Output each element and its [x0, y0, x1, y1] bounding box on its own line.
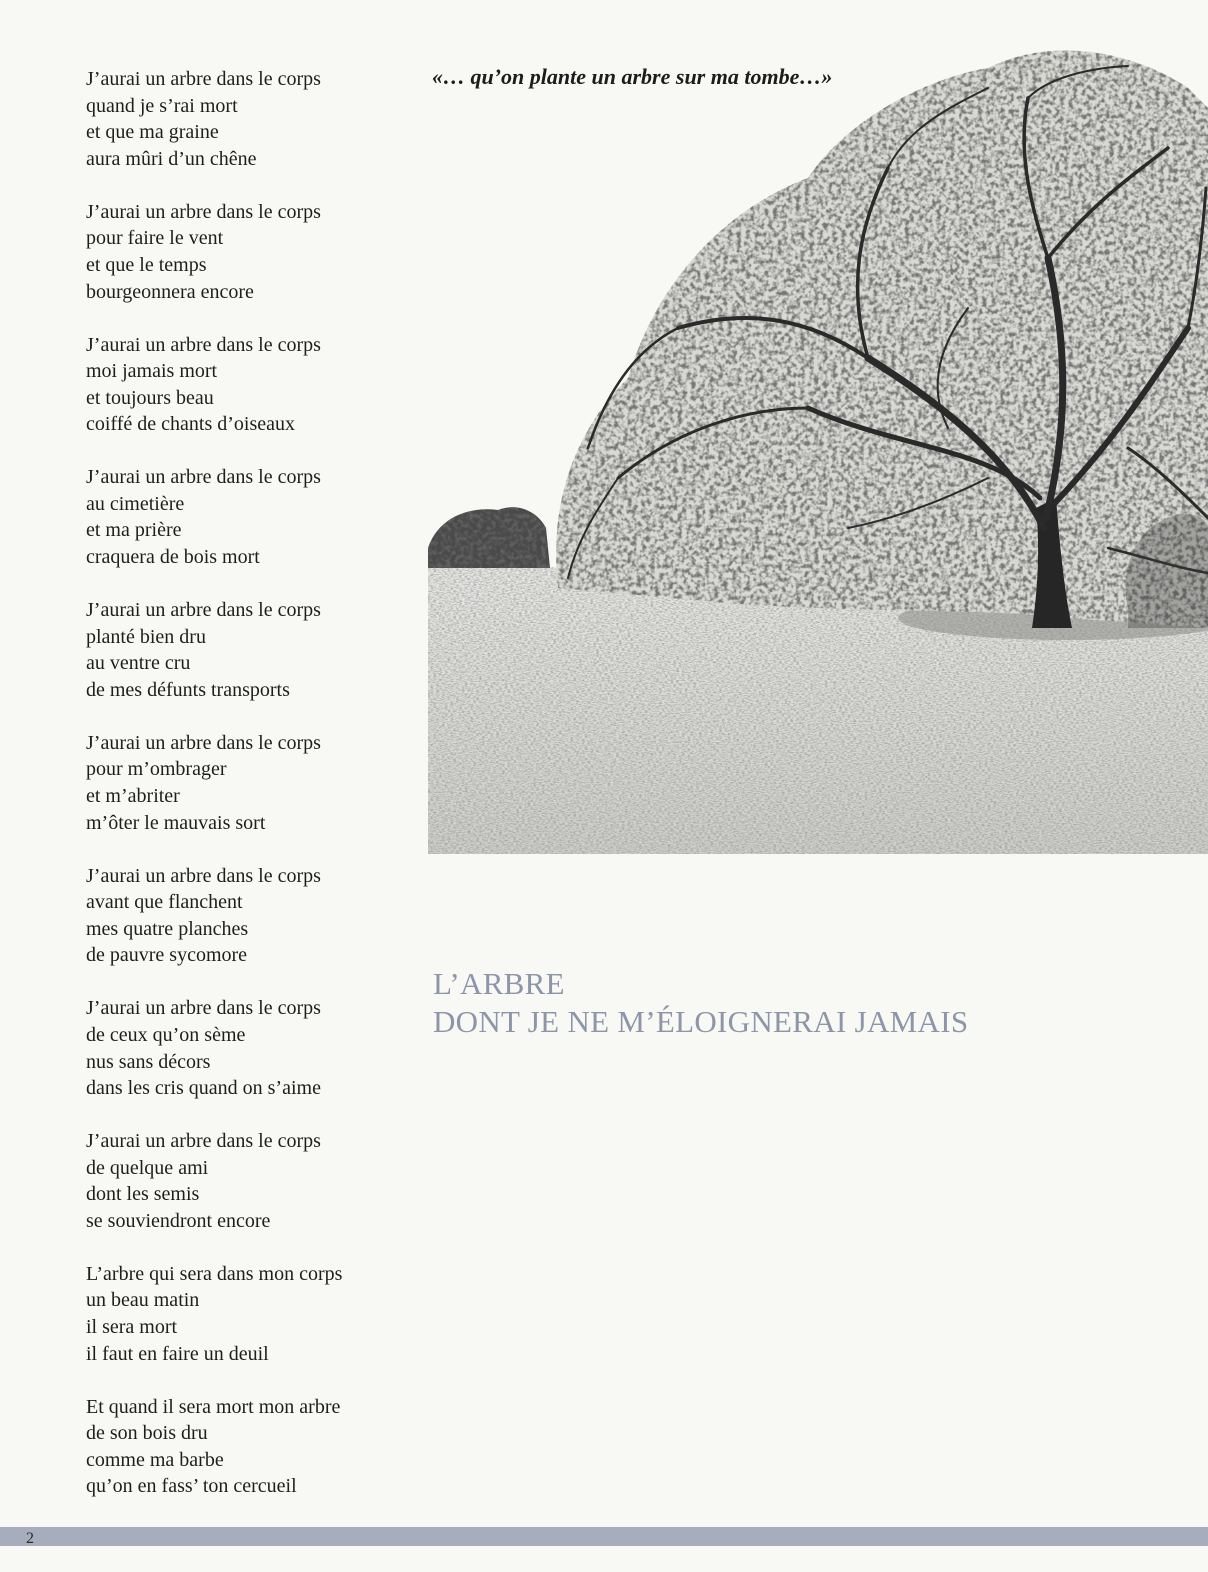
poem-line: J’aurai un arbre dans le corps — [86, 731, 321, 754]
poem-line: J’aurai un arbre dans le corps — [86, 997, 321, 1020]
poem-line: et que le temps — [86, 253, 207, 276]
poem-line: mes quatre planches — [86, 917, 249, 940]
tree-photograph — [428, 28, 1208, 854]
poem-line: de son bois dru — [86, 1422, 208, 1445]
poem-stanza — [86, 66, 416, 172]
poem-line: il faut en faire un deuil — [86, 1342, 269, 1365]
poem-line: qu’on en fass’ ton cercueil — [86, 1475, 297, 1498]
poem-line: un beau matin — [86, 1289, 200, 1312]
poem-stanza — [86, 199, 416, 305]
poem-line: bourgeonnera encore — [86, 280, 254, 303]
poem-line: et que ma graine — [86, 121, 219, 144]
poem — [86, 66, 416, 1526]
page-title — [433, 965, 968, 1041]
poem-line: de mes défunts transports — [86, 678, 290, 701]
poem-line: J’aurai un arbre dans le corps — [86, 599, 321, 622]
poem-line: dans les cris quand on s’aime — [86, 1077, 321, 1100]
poem-line: de quelque ami — [86, 1156, 209, 1179]
poem-line: planté bien dru — [86, 625, 206, 648]
poem-line: dont les semis — [86, 1183, 200, 1206]
poem-stanza — [86, 863, 416, 969]
poem-stanza — [86, 332, 416, 438]
poem-line: nus sans décors — [86, 1050, 211, 1073]
tree-illustration — [428, 28, 1208, 854]
poem-line: coiffé de chants d’oiseaux — [86, 413, 295, 436]
poem-line: de pauvre sycomore — [86, 944, 248, 967]
poem-line: pour faire le vent — [86, 227, 224, 250]
poem-line: il sera mort — [86, 1316, 178, 1339]
poem-line: au cimetière — [86, 492, 185, 515]
poem-stanza — [86, 730, 416, 836]
footer-bar — [0, 1527, 1208, 1546]
poem-line: J’aurai un arbre dans le corps — [86, 1130, 321, 1153]
poem-line: L’arbre qui sera dans mon corps — [86, 1262, 343, 1285]
title-line-2: DONT JE NE M’ÉLOIGNERAI JAMAIS — [433, 1004, 969, 1039]
poem-line: craquera de bois mort — [86, 546, 260, 569]
poem-line: quand je s’rai mort — [86, 94, 238, 117]
poem-stanza — [86, 995, 416, 1101]
poem-line: J’aurai un arbre dans le corps — [86, 466, 321, 489]
poem-line: et toujours beau — [86, 386, 214, 409]
poem-stanza — [86, 1394, 416, 1500]
poem-line: J’aurai un arbre dans le corps — [86, 864, 321, 887]
poem-line: se souviendront encore — [86, 1209, 271, 1232]
title-line-1: L’ARBRE — [433, 966, 565, 1001]
poem-line: J’aurai un arbre dans le corps — [86, 333, 321, 356]
poem-line: J’aurai un arbre dans le corps — [86, 68, 321, 90]
poem-line: pour m’ombrager — [86, 758, 227, 781]
poem-line: de ceux qu’on sème — [86, 1023, 246, 1046]
poem-line: avant que flanchent — [86, 891, 243, 914]
poem-line: moi jamais mort — [86, 360, 218, 383]
poem-stanza — [86, 1261, 416, 1367]
poem-line: et m’abriter — [86, 785, 180, 808]
poem-stanza — [86, 1128, 416, 1234]
poem-line: aura mûri d’un chêne — [86, 147, 257, 170]
poem-line: J’aurai un arbre dans le corps — [86, 200, 321, 223]
poem-line: comme ma barbe — [86, 1448, 224, 1471]
poem-line: Et quand il sera mort mon arbre — [86, 1395, 341, 1418]
photo-caption-quote: «… qu’on plante un arbre sur ma tombe…» — [432, 64, 833, 89]
poem-line: m’ôter le mauvais sort — [86, 811, 266, 834]
poem-stanza — [86, 464, 416, 570]
poem-line: au ventre cru — [86, 652, 191, 675]
poem-line: et ma prière — [86, 519, 182, 542]
page-number: 2 — [26, 1530, 34, 1547]
poem-stanza — [86, 597, 416, 703]
